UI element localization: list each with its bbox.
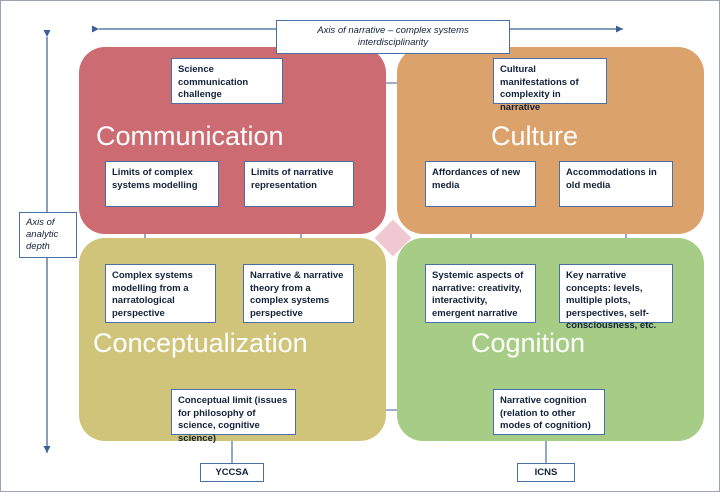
node-affordances-new-media[interactable]: Affordances of new media xyxy=(425,161,536,207)
node-narrative-theory-complex-systems[interactable]: Narrative & narrative theory from a complex systems perspective xyxy=(243,264,354,323)
node-conceptual-limit[interactable]: Conceptual limit (issues for philosophy of science, cognitive science) xyxy=(171,389,296,435)
quadrant-label-conceptualization: Conceptualization xyxy=(93,328,308,358)
tag-yccsa[interactable]: YCCSA xyxy=(200,463,264,482)
node-accommodations-old-media[interactable]: Accommodations in old media xyxy=(559,161,673,207)
axis-label-analytic-depth: Axis of analytic depth xyxy=(19,212,77,258)
node-systemic-aspects-narrative[interactable]: Systemic aspects of narrative: creativity, interactivity, emergent narrative xyxy=(425,264,536,323)
quadrant-label-communication: Communication xyxy=(96,121,284,151)
axis-label-narrative: Axis of narrative – complex systems interdisciplinarity xyxy=(276,20,510,54)
tag-icns[interactable]: ICNS xyxy=(517,463,575,482)
quadrant-label-culture: Culture xyxy=(491,121,579,151)
node-limits-complex-systems-modelling[interactable]: Limits of complex systems modelling xyxy=(105,161,219,207)
node-key-narrative-concepts[interactable]: Key narrative concepts: levels, multiple plots, perspectives, self-consciousness, etc. xyxy=(559,264,673,323)
node-limits-narrative-representation[interactable]: Limits of narrative representation xyxy=(244,161,354,207)
node-complex-systems-modelling-narratological[interactable]: Complex systems modelling from a narratological perspective xyxy=(105,264,216,323)
node-science-communication-challenge[interactable]: Science communication challenge xyxy=(171,58,283,104)
quadrant-label-cognition: Cognition xyxy=(471,328,586,358)
node-narrative-cognition[interactable]: Narrative cognition (relation to other modes of cognition) xyxy=(493,389,605,435)
node-cultural-manifestations[interactable]: Cultural manifestations of complexity in narrative xyxy=(493,58,607,104)
